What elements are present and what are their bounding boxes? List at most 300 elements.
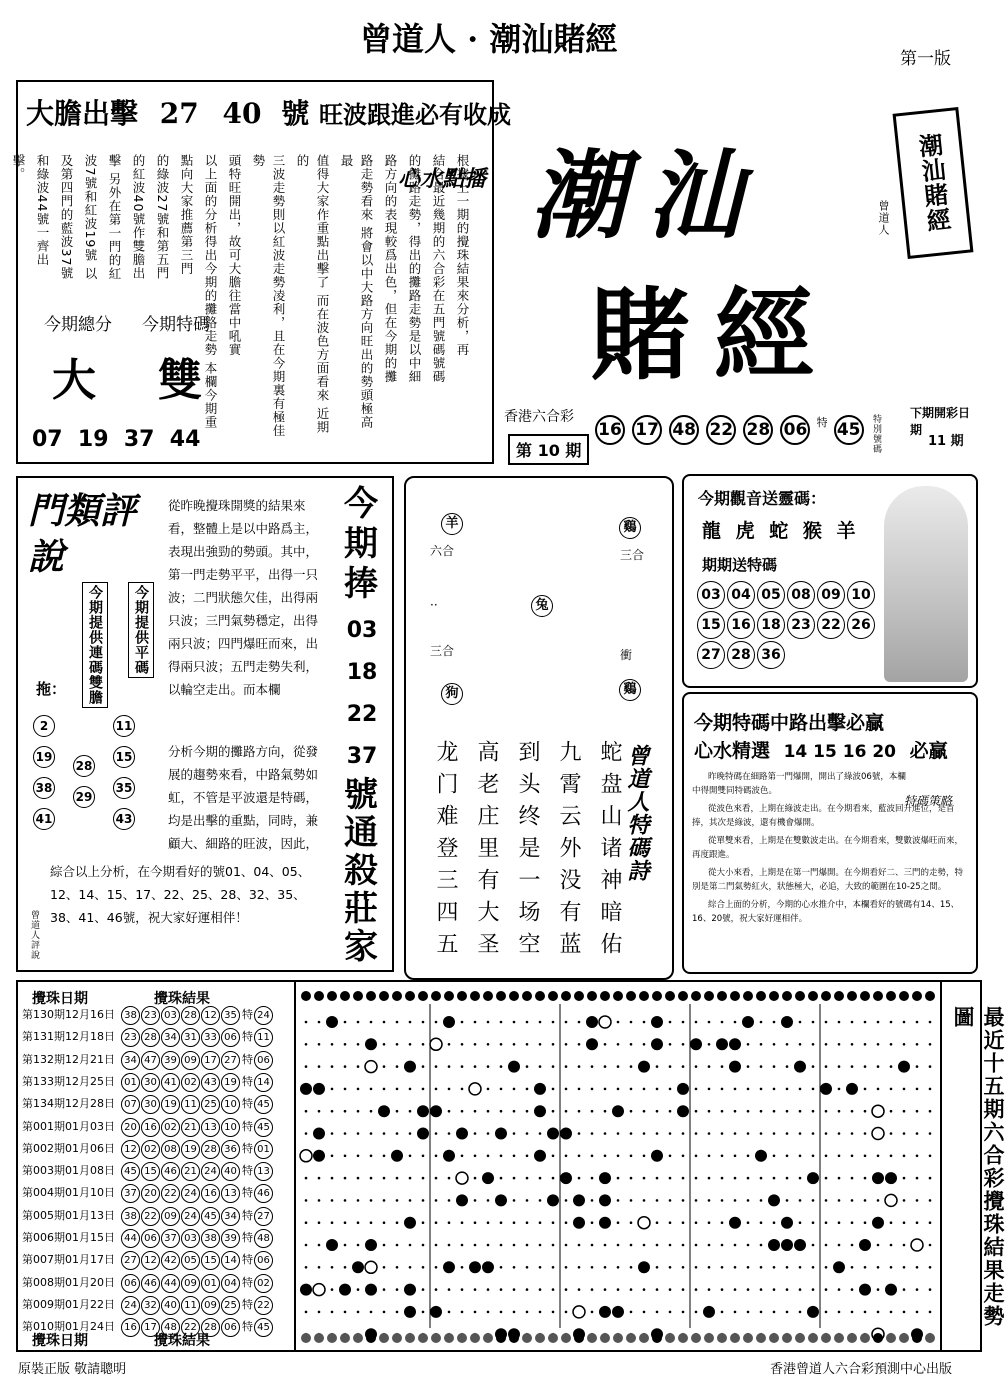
trend-dot: [669, 1110, 672, 1113]
trend-dot: [760, 1177, 763, 1180]
review-side2: 今期提供連碼雙膽: [82, 582, 108, 708]
row-ball: 22: [161, 1184, 180, 1203]
trend-dot: [721, 1021, 724, 1024]
trend-hit: [534, 1105, 546, 1117]
trend-dot: [864, 1266, 867, 1269]
special-para: 綜合上面的分析，今期的心水推介中，本欄看好的號碼有14、15、16、20號，祝大家好運相伴。: [692, 900, 960, 924]
row-ball: 45: [201, 1207, 220, 1226]
row-sp-char: 特: [242, 1275, 253, 1289]
row-date: 第002期01月06日: [22, 1141, 115, 1155]
trend-dot: [318, 1110, 321, 1113]
trend-dot: [695, 1021, 698, 1024]
special-para: 從波色來看，上期在綠波走出。在今期看來，藍波回升進位，是首捧，其次是綠波，還有機會爆開。: [692, 804, 955, 828]
trend-dot: [604, 1043, 607, 1046]
trend-dot: [734, 1311, 737, 1314]
row-ball: 14: [221, 1251, 240, 1270]
trend-dot: [656, 1288, 659, 1291]
trend-special: [599, 1016, 611, 1028]
row-ball: 09: [181, 1051, 200, 1070]
trend-dot: [812, 1132, 815, 1135]
trend-hit: [781, 1016, 793, 1028]
article-column: 結合最近幾期的六合彩在五門號碼號碼: [431, 154, 446, 384]
trend-dot: [383, 1021, 386, 1024]
trend-hit: [300, 1083, 312, 1095]
trend-dot: [812, 1110, 815, 1113]
trend-dot: [565, 1221, 568, 1224]
trend-hit: [573, 1194, 585, 1206]
trend-hit: [339, 1284, 351, 1296]
trend-dot: [565, 1244, 568, 1247]
trend-hit: [313, 1083, 325, 1095]
lucky-ball: 18: [757, 611, 785, 639]
trend-hit: [729, 1217, 741, 1229]
row-ball: 19: [221, 1073, 240, 1092]
trend-dot: [591, 1244, 594, 1247]
trend-header-ball: [444, 991, 454, 1001]
trend-dot: [851, 1311, 854, 1314]
table-row: [22, 1227, 273, 1249]
trend-hit: [365, 1284, 377, 1296]
row-sp-char: 特: [242, 1253, 253, 1267]
trend-hit: [794, 1239, 806, 1251]
trend-footer-ball: [483, 1333, 493, 1343]
trend-hit: [430, 1306, 442, 1318]
trend-dot: [669, 1043, 672, 1046]
trend-dot: [916, 1021, 919, 1024]
trend-dot: [721, 1132, 724, 1135]
trend-dot: [370, 1199, 373, 1202]
row-ball: 23: [121, 1028, 140, 1047]
trend-dot: [604, 1065, 607, 1068]
trend-dot: [682, 1311, 685, 1314]
trend-dot: [630, 1177, 633, 1180]
trend-dot: [448, 1244, 451, 1247]
trend-hit: [404, 1217, 416, 1229]
trend-dot: [409, 1110, 412, 1113]
trend-dot: [851, 1043, 854, 1046]
trend-dot: [929, 1043, 932, 1046]
trend-dot: [890, 1244, 893, 1247]
trend-dot: [643, 1311, 646, 1314]
history-f2: 攪珠結果: [154, 1333, 210, 1349]
trend-dot: [305, 1244, 308, 1247]
trend-dot: [747, 1288, 750, 1291]
trend-hit: [365, 1038, 377, 1050]
trend-dot: [747, 1155, 750, 1158]
trend-dot: [760, 1132, 763, 1135]
article-column: 的攤路走勢，得出的攤路走勢是以中細: [407, 154, 422, 384]
row-ball: 16: [121, 1318, 140, 1337]
trend-hit: [456, 1128, 468, 1140]
trend-dot: [487, 1244, 490, 1247]
trend-dot: [838, 1311, 841, 1314]
lucky-sub: 期期送特碼: [702, 556, 778, 574]
trend-dot: [370, 1311, 373, 1314]
trend-dot: [487, 1110, 490, 1113]
trend-dot: [331, 1311, 334, 1314]
headline-prefix: 大膽出擊: [26, 97, 139, 130]
trend-hit: [495, 1128, 507, 1140]
trend-dot: [617, 1043, 620, 1046]
trend-dot: [539, 1266, 542, 1269]
row-sp-char: 特: [242, 1164, 253, 1178]
lucky-ball: 15: [697, 611, 725, 639]
trend-dot: [357, 1132, 360, 1135]
trend-dot: [929, 1177, 932, 1180]
trend-dot: [760, 1021, 763, 1024]
row-ball: 01: [121, 1073, 140, 1092]
trend-dot: [331, 1065, 334, 1068]
trend-dot: [656, 1065, 659, 1068]
trend-dot: [344, 1266, 347, 1269]
trend-special: [300, 1150, 312, 1162]
trend-dot: [422, 1155, 425, 1158]
trend-dot: [799, 1266, 802, 1269]
trend-dot: [721, 1177, 724, 1180]
trend-dot: [721, 1110, 724, 1113]
trend-dot: [383, 1132, 386, 1135]
footer-right: 香港曾道人六合彩預測中心出版: [770, 1362, 953, 1377]
row-ball: 04: [221, 1274, 240, 1293]
row-ball: 42: [161, 1251, 180, 1270]
review-side1: 今期提供平碼: [128, 582, 154, 678]
trend-dot: [435, 1266, 438, 1269]
trend-dot: [357, 1065, 360, 1068]
trend-dot: [773, 1288, 776, 1291]
poem-col: 高老庄里有大圣: [474, 740, 499, 964]
logo-stamp: [893, 107, 974, 259]
trend-dot: [903, 1110, 906, 1113]
trend-dot: [721, 1311, 724, 1314]
trend-dot: [799, 1132, 802, 1135]
trend-dot: [851, 1244, 854, 1247]
trend-hit: [703, 1306, 715, 1318]
trend-dot: [773, 1043, 776, 1046]
trend-dot: [929, 1199, 932, 1202]
trend-dot: [903, 1177, 906, 1180]
trend-hit: [599, 1217, 611, 1229]
poem-col: 到头终是一场空: [515, 740, 540, 964]
row-date: 第006期01月15日: [22, 1231, 115, 1244]
trend-dot: [513, 1021, 516, 1024]
row-special: 48: [254, 1229, 273, 1248]
trend-footer-ball: [600, 1333, 610, 1343]
trend-dot: [526, 1311, 529, 1314]
lucky-ball: 08: [787, 581, 815, 609]
trend-dot: [305, 1021, 308, 1024]
lucky-ball: 26: [847, 611, 875, 639]
trend-dot: [916, 1199, 919, 1202]
history-h2: 攪珠結果: [154, 991, 210, 1007]
lucky-panel: [682, 474, 978, 688]
trend-dot: [539, 1177, 542, 1180]
trend-dot: [422, 1266, 425, 1269]
trend-footer-ball: [470, 1333, 480, 1343]
trend-dot: [812, 1065, 815, 1068]
trend-dot: [552, 1177, 555, 1180]
trend-dot: [500, 1288, 503, 1291]
headline-num2: 40: [222, 97, 262, 130]
trend-dot: [474, 1288, 477, 1291]
trend-hit: [586, 1038, 598, 1050]
trend-dot: [513, 1132, 516, 1135]
row-ball: 09: [201, 1296, 220, 1315]
row-sp-char: 特: [242, 1297, 253, 1311]
trend-dot: [344, 1311, 347, 1314]
trend-hit: [651, 1038, 663, 1050]
row-sp-char: 特: [242, 1186, 253, 1200]
article-column: 路走勢看來 將會以中大路方向旺出的勢頭極高 最: [339, 154, 374, 429]
trend-dot: [929, 1244, 932, 1247]
trend-dot: [864, 1021, 867, 1024]
trend-footer-ball: [834, 1333, 844, 1343]
trend-dot: [526, 1021, 529, 1024]
row-ball: 27: [121, 1251, 140, 1270]
row-ball: 47: [141, 1051, 160, 1070]
trend-dot: [578, 1110, 581, 1113]
trend-dot: [474, 1311, 477, 1314]
row-special: 45: [254, 1118, 273, 1137]
trend-footer-ball: [340, 1333, 350, 1343]
row-ball: 24: [181, 1184, 200, 1203]
trend-dot: [630, 1110, 633, 1113]
lucky-ball: 28: [727, 641, 755, 669]
trend-header-ball: [613, 991, 623, 1001]
trend-footer-ball: [548, 1333, 558, 1343]
trend-dot: [500, 1155, 503, 1158]
row-ball: 38: [121, 1207, 140, 1226]
trend-dot: [656, 1266, 659, 1269]
trend-dot: [760, 1199, 763, 1202]
table-row: [22, 1138, 273, 1160]
trend-dot: [305, 1132, 308, 1135]
trend-header-ball: [665, 991, 675, 1001]
trend-dot: [825, 1221, 828, 1224]
result-ball: 17: [632, 415, 662, 445]
trend-dot: [617, 1021, 620, 1024]
row-date: 第008期01月20日: [22, 1275, 115, 1289]
trend-hit: [807, 1306, 819, 1318]
row-ball: 17: [201, 1051, 220, 1070]
trend-dot: [656, 1110, 659, 1113]
row-ball: 22: [181, 1318, 200, 1337]
trend-dot: [799, 1021, 802, 1024]
trend-dot: [760, 1043, 763, 1046]
trend-dot: [617, 1155, 620, 1158]
trend-dot: [552, 1021, 555, 1024]
trend-hit: [482, 1172, 494, 1184]
trend-dot: [331, 1266, 334, 1269]
trend-footer-ball: [639, 1333, 649, 1343]
trend-hit: [690, 1038, 702, 1050]
trend-header-ball: [756, 991, 766, 1001]
trend-dot: [617, 1288, 620, 1291]
trend-dot: [760, 1311, 763, 1314]
trend-dot: [682, 1244, 685, 1247]
trend-dot: [617, 1132, 620, 1135]
trend-dot: [851, 1288, 854, 1291]
right-num: 37: [346, 744, 378, 769]
trend-dot: [916, 1266, 919, 1269]
row-ball: 38: [201, 1229, 220, 1248]
special-sub-tail: 必贏: [909, 740, 948, 762]
trend-dot: [513, 1244, 516, 1247]
row-ball: 13: [221, 1184, 240, 1203]
trend-dot: [409, 1021, 412, 1024]
trend-hit: [417, 1128, 429, 1140]
trend-dot: [422, 1244, 425, 1247]
trend-hit: [859, 1239, 871, 1251]
trend-special: [430, 1038, 442, 1050]
trend-dot: [734, 1155, 737, 1158]
trend-dot: [695, 1065, 698, 1068]
trend-dot: [903, 1311, 906, 1314]
trend-dot: [630, 1155, 633, 1158]
article-column: 路方向的表現較爲出色，但在今期的攤: [383, 154, 398, 384]
trend-header-ball: [522, 991, 532, 1001]
trend-dot: [864, 1311, 867, 1314]
zodiac-rooster: 鷄: [619, 517, 641, 539]
trend-dot: [344, 1221, 347, 1224]
trend-dot: [396, 1043, 399, 1046]
trend-dot: [682, 1132, 685, 1135]
trend-dot: [786, 1065, 789, 1068]
trend-dot: [344, 1021, 347, 1024]
trend-header-ball: [561, 991, 571, 1001]
trend-dot: [526, 1088, 529, 1091]
trend-dot: [331, 1288, 334, 1291]
trend-dot: [383, 1088, 386, 1091]
trend-dot: [552, 1065, 555, 1068]
trend-header-ball: [717, 991, 727, 1001]
trend-dot: [344, 1110, 347, 1113]
trend-footer-ball: [795, 1333, 805, 1343]
poem-col: 龙门难登三四五: [433, 740, 458, 964]
trend-hit: [859, 1284, 871, 1296]
trend-dot: [643, 1288, 646, 1291]
row-sp-char: 特: [242, 1141, 253, 1155]
trend-dot: [344, 1177, 347, 1180]
trend-dot: [747, 1311, 750, 1314]
trend-header-ball: [366, 991, 376, 1001]
trend-dot: [474, 1244, 477, 1247]
lucky-ball: 36: [757, 641, 785, 669]
trend-dot: [552, 1110, 555, 1113]
trend-dot: [864, 1065, 867, 1068]
table-row: [22, 1116, 273, 1138]
trend-hit: [833, 1261, 845, 1273]
trend-hit: [391, 1150, 403, 1162]
row-ball: 02: [181, 1073, 200, 1092]
trend-dot: [357, 1110, 360, 1113]
trend-dot: [838, 1043, 841, 1046]
table-row: [22, 1272, 273, 1294]
trend-header-ball: [860, 991, 870, 1001]
table-row: [22, 1071, 273, 1093]
trend-hit: [638, 1061, 650, 1073]
trend-dot: [539, 1132, 542, 1135]
trend-dot: [708, 1221, 711, 1224]
trend-dot: [526, 1132, 529, 1135]
trend-dot: [578, 1065, 581, 1068]
trend-header-ball: [886, 991, 896, 1001]
trend-dot: [695, 1110, 698, 1113]
review-para1: 從昨晚攪珠開獎的結果來看，整體上是以中路爲主，表現出強勁的勢頭。其中，第一門走勢平平，出得一只波；二門狀態欠佳，出得兩只波；三門氣勢穩定，出得兩只波；四門爆旺而來，出得兩只波；五門走勢失利，以輪空走出。而本欄: [168, 498, 319, 697]
trend-dot: [591, 1155, 594, 1158]
trend-dot: [513, 1088, 516, 1091]
trend-dot: [682, 1221, 685, 1224]
trend-dot: [344, 1155, 347, 1158]
table-row: [22, 1026, 273, 1048]
trend-dot: [838, 1177, 841, 1180]
trend-dot: [916, 1311, 919, 1314]
trend-dot: [565, 1155, 568, 1158]
trend-dot: [617, 1065, 620, 1068]
trend-dot: [578, 1288, 581, 1291]
trend-dot: [526, 1155, 529, 1158]
trend-dot: [461, 1311, 464, 1314]
trend-header-ball: [899, 991, 909, 1001]
trend-dot: [461, 1088, 464, 1091]
row-special: 46: [254, 1184, 273, 1203]
trend-dot: [773, 1065, 776, 1068]
trend-dot: [929, 1266, 932, 1269]
trend-header-ball: [353, 991, 363, 1001]
trend-dot: [357, 1177, 360, 1180]
trend-dot: [903, 1221, 906, 1224]
trend-dot: [422, 1177, 425, 1180]
trend-dot: [305, 1065, 308, 1068]
trend-dot: [591, 1199, 594, 1202]
trend-hit: [677, 1083, 689, 1095]
trend-dot: [747, 1199, 750, 1202]
trend-hit: [352, 1261, 364, 1273]
trend-header-ball: [457, 991, 467, 1001]
trend-dot: [812, 1088, 815, 1091]
row-ball: 24: [121, 1296, 140, 1315]
special-para: 昨晚特碼在細路第一門爆開，開出了綠波06號，本欄中得開雙同特碼波色。: [692, 772, 906, 796]
trend-dot: [851, 1155, 854, 1158]
trend-dot: [760, 1065, 763, 1068]
trend-hit: [729, 1038, 741, 1050]
trend-footer-ball: [392, 1333, 402, 1343]
row-ball: 34: [161, 1028, 180, 1047]
trend-dot: [695, 1132, 698, 1135]
trend-dot: [747, 1043, 750, 1046]
trend-dot: [318, 1177, 321, 1180]
trend-header-ball: [808, 991, 818, 1001]
trend-dot: [773, 1266, 776, 1269]
trend-hit: [768, 1194, 780, 1206]
trend-hit: [547, 1128, 559, 1140]
trend-dot: [682, 1043, 685, 1046]
trend-dot: [617, 1244, 620, 1247]
trend-hit: [794, 1061, 806, 1073]
trend-dot: [591, 1132, 594, 1135]
trend-dot: [539, 1065, 542, 1068]
special-panel: [682, 692, 978, 974]
special-para: 從單雙來看，上期是在雙數波走出。在今期看來，雙數波爆旺而來，再度跟進。: [692, 836, 964, 860]
row-ball: 20: [141, 1184, 160, 1203]
trend-hit: [482, 1261, 494, 1273]
trend-dot: [500, 1088, 503, 1091]
trend-dot: [513, 1155, 516, 1158]
trend-dot: [565, 1311, 568, 1314]
trend-dot: [513, 1199, 516, 1202]
trend-footer-ball: [925, 1333, 935, 1343]
trend-dot: [812, 1043, 815, 1046]
trend-dot: [357, 1043, 360, 1046]
